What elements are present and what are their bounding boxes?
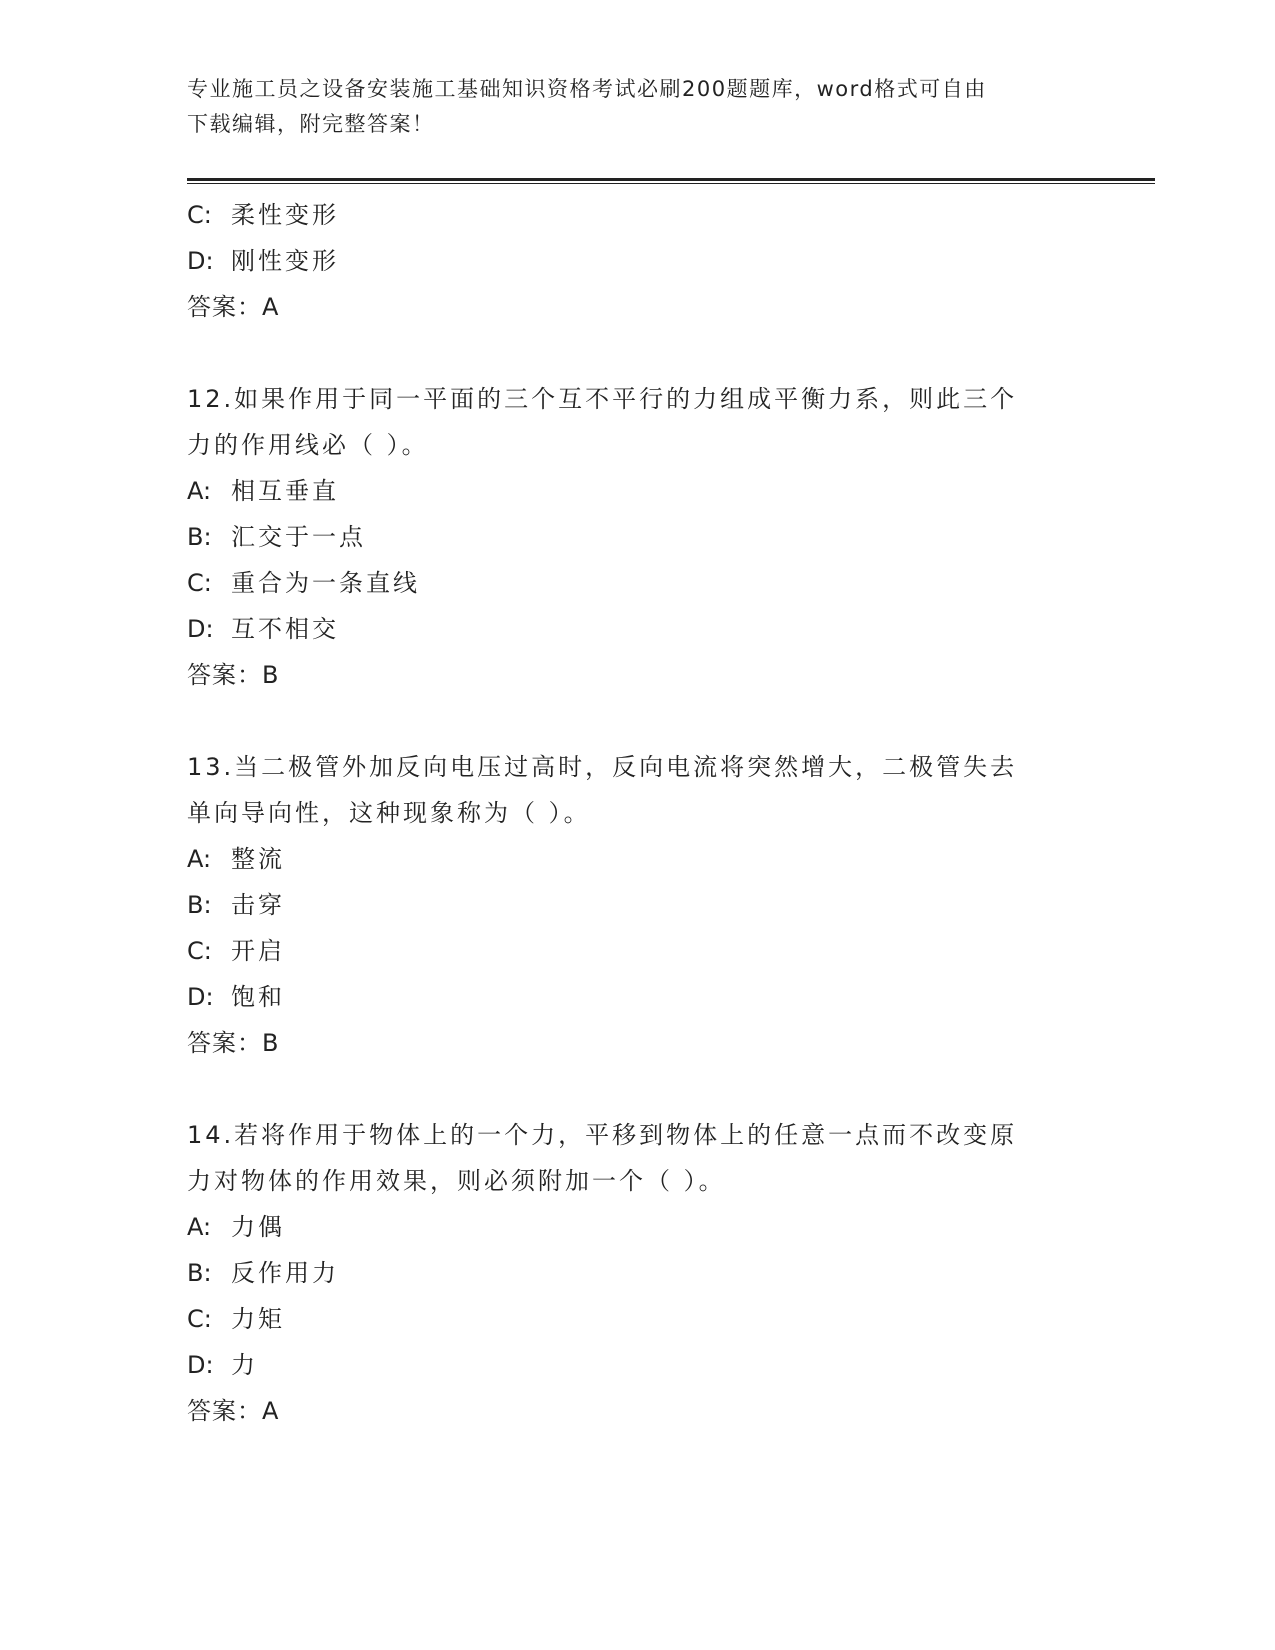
question-text-line-2: 力的作用线必（ ）。 — [187, 431, 429, 459]
option-text: 力偶 — [231, 1213, 285, 1241]
option-c — [187, 928, 1155, 974]
question-text-line-1: 13.当二极管外加反向电压过高时，反向电流将突然增大，二极管失去 — [187, 753, 1018, 781]
option-letter: C: — [187, 1305, 212, 1333]
option-text: 相互垂直 — [231, 477, 339, 505]
option-text: 力 — [231, 1351, 258, 1379]
option-b — [187, 882, 1155, 928]
option-letter: B: — [187, 891, 212, 919]
question-fragment — [187, 192, 1155, 330]
option-c — [187, 1296, 1155, 1342]
option-d — [187, 1342, 1155, 1388]
option-b — [187, 1250, 1155, 1296]
option-text: 重合为一条直线 — [231, 569, 420, 597]
option-text: 反作用力 — [231, 1259, 339, 1287]
option-letter: C: — [187, 201, 212, 229]
question-13 — [187, 744, 1155, 1066]
document-page — [187, 72, 1155, 1434]
option-letter: A: — [187, 845, 212, 873]
option-d — [187, 606, 1155, 652]
option-a — [187, 836, 1155, 882]
option-letter: A: — [187, 477, 212, 505]
option-text: 击穿 — [231, 891, 285, 919]
question-text-line-1: 12.如果作用于同一平面的三个互不平行的力组成平衡力系，则此三个 — [187, 385, 1018, 413]
option-text: 力矩 — [231, 1305, 285, 1333]
option-text: 互不相交 — [231, 615, 339, 643]
answer-line: 答案：A — [187, 293, 280, 321]
question-text-line-2: 力对物体的作用效果，则必须附加一个（ ）。 — [187, 1167, 726, 1195]
option-d — [187, 238, 1155, 284]
question-14 — [187, 1112, 1155, 1434]
option-letter: B: — [187, 523, 212, 551]
option-text: 刚性变形 — [231, 247, 339, 275]
option-letter: D: — [187, 983, 214, 1011]
option-b — [187, 514, 1155, 560]
option-letter: D: — [187, 247, 214, 275]
option-a — [187, 1204, 1155, 1250]
option-text: 汇交于一点 — [231, 523, 366, 551]
option-text: 开启 — [231, 937, 285, 965]
option-c — [187, 192, 1155, 238]
option-letter: B: — [187, 1259, 212, 1287]
question-12 — [187, 376, 1155, 698]
option-letter: D: — [187, 615, 214, 643]
option-letter: D: — [187, 1351, 214, 1379]
answer-line: 答案：A — [187, 1397, 280, 1425]
answer-line: 答案：B — [187, 661, 280, 689]
option-d — [187, 974, 1155, 1020]
option-letter: C: — [187, 569, 212, 597]
option-text: 饱和 — [231, 983, 285, 1011]
document-header — [187, 72, 1155, 142]
option-c — [187, 560, 1155, 606]
header-line-2: 下载编辑，附完整答案！ — [187, 112, 435, 136]
option-letter: C: — [187, 937, 212, 965]
option-a — [187, 468, 1155, 514]
question-text-line-2: 单向导向性，这种现象称为（ ）。 — [187, 799, 591, 827]
header-line-1: 专业施工员之设备安装施工基础知识资格考试必刷200题题库，word格式可自由 — [187, 77, 987, 101]
option-text: 整流 — [231, 845, 285, 873]
option-text: 柔性变形 — [231, 201, 339, 229]
answer-line: 答案：B — [187, 1029, 280, 1057]
header-divider — [187, 178, 1155, 184]
question-text-line-1: 14.若将作用于物体上的一个力，平移到物体上的任意一点而不改变原 — [187, 1121, 1018, 1149]
option-letter: A: — [187, 1213, 212, 1241]
